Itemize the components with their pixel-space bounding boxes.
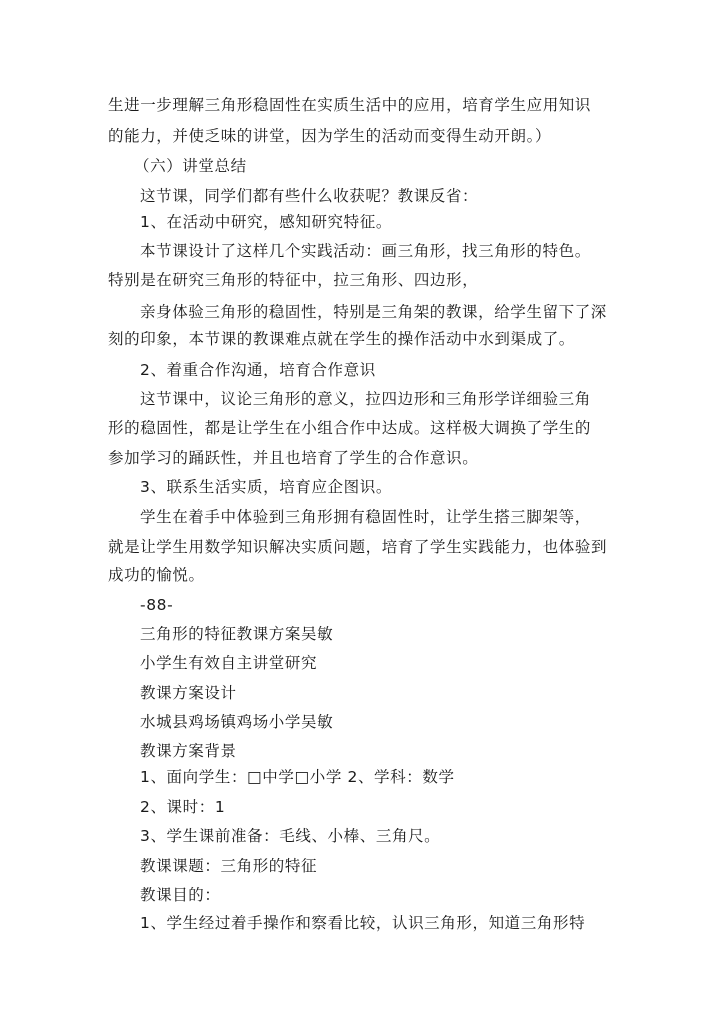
text-line: 教课方案背景 (140, 742, 237, 760)
text-line: 本节课设计了这样几个实践活动：画三角形，找三角形的特色。 (140, 242, 591, 260)
text-line: 教课课题：三角形的特征 (140, 857, 318, 875)
text-line: 亲身体验三角形的稳固性，特别是三角架的教课，给学生留下了深 (140, 303, 607, 321)
text-line: 特别是在研究三角形的特征中，拉三角形、四边形， (108, 271, 479, 289)
text-line: 就是让学生用数学知识解决实质问题，培育了学生实践能力，也体验到 (108, 538, 608, 556)
text-line: 小学生有效自主讲堂研究 (140, 654, 318, 672)
text-line: 刻的印象，本节课的教课难点就在学生的操作活动中水到渠成了。 (108, 330, 575, 348)
text-line: 教课目的： (140, 886, 221, 904)
list-item: 1、在活动中研究，感知研究特征。 (140, 213, 392, 231)
list-item: 3、联系生活实质，培育应企图识。 (140, 478, 392, 496)
section-heading: （六）讲堂总结 (134, 157, 247, 175)
text-line: 这节课中，议论三角形的意义，拉四边形和三角形学详细验三角 (140, 390, 591, 408)
text-line: 的能力，并使乏味的讲堂，因为学生的活动而变得生动开朗。） (108, 127, 552, 145)
list-item: 1、学生经过着手操作和察看比较，认识三角形，知道三角形特 (140, 914, 586, 932)
text-line: 参加学习的踊跃性，并且也培育了学生的合作意识。 (108, 449, 479, 467)
list-item: 3、学生课前准备：毛线、小棒、三角尺。 (140, 827, 441, 845)
page-number: -88- (140, 596, 174, 614)
text-line: 成功的愉悦。 (108, 566, 205, 584)
text-line: 形的稳固性，都是让学生在小组合作中达成。这样极大调换了学生的 (108, 419, 592, 437)
text-line: 教课方案设计 (140, 684, 237, 702)
text-line: 学生在着手中体验到三角形拥有稳固性时，让学生搭三脚架等， (140, 508, 591, 526)
text-line: 这节课，同学们都有些什么收获呢？教课反省： (140, 187, 479, 205)
list-item: 1、面向学生：□中学□小学 2、学科：数学 (140, 768, 455, 786)
list-item: 2、着重合作沟通，培育合作意识 (140, 361, 376, 379)
text-line: 三角形的特征教课方案吴敏 (140, 625, 334, 643)
text-line: 生进一步理解三角形稳固性在实质生活中的应用，培育学生应用知识 (108, 96, 592, 114)
text-line: 水城县鸡场镇鸡场小学吴敏 (140, 713, 334, 731)
list-item: 2、课时：1 (140, 798, 226, 816)
